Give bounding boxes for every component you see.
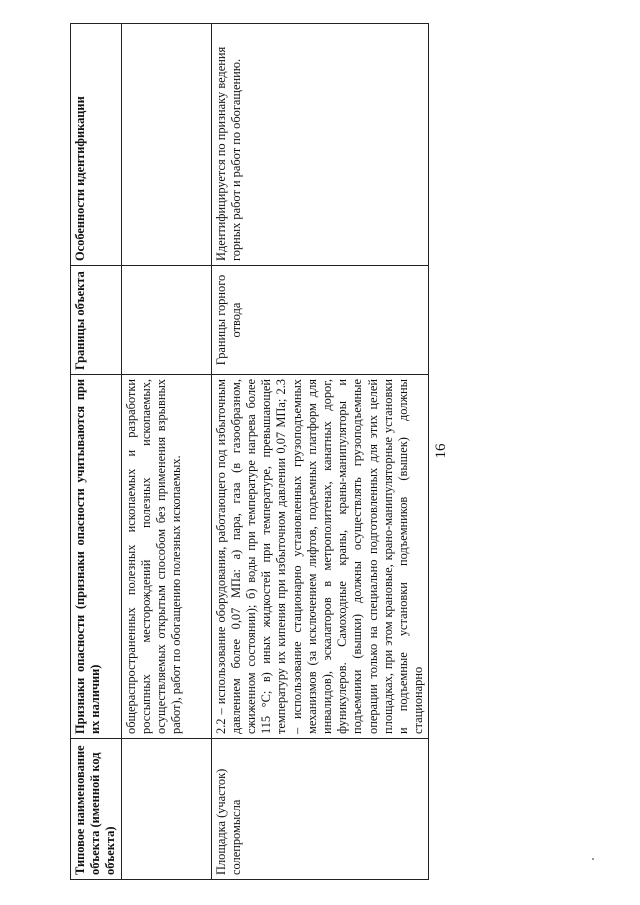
cell-hazard-signs: 2.2 – использование оборудования, работающего под избыточным давлением более 0,07 МПа: а) пара, газа (в газообразном, сжиженном состоянии); б) воды при температуре нагрева более 115 °С; в) иных жидкостей при температуре, превышающей температуру их кипения при избыточном давлении 0,07 МПа; 2.3 – использование стационарно установленных грузоподъемных механизмов (за исключением лифтов, подъемных платформ для инвалидов), эскалаторов в метрополитенах, канатных дорог, фуникулеров. Самоходные краны, краны-манипуляторы и подъемники (вышки) должны осуществлять грузоподъемные операции только на специально подготовленных для этих целей площадках, при этом крановые, крано-манипуляторные установки и подъемные установки подъемников (вышек) должны стационарно [211, 375, 429, 739]
rotated-page-content [70, 46, 560, 880]
header-identification-features: Особенности идентификации [71, 24, 122, 266]
cell-identification-features: Идентифицируется по признаку ведения горных работ и работ по обогащению. [211, 24, 429, 266]
header-row [71, 24, 122, 880]
cell-object-bounds: Границы горного отвода [211, 266, 429, 375]
cell-hazard-signs: общераспространенных полезных ископаемых и разработки россыпных месторождений полезных ископаемых, осуществляемых открытым способом без применения взрывных работ), работ по обогащению полезных ископаемых. [121, 375, 211, 739]
cell-object-name: Площадка (участок) солепромысла [211, 739, 429, 880]
header-hazard-signs: Признаки опасности (признаки опасности учитываются при их наличии) [71, 375, 122, 739]
header-object-bounds: Границы объекта [71, 266, 122, 375]
identification-table [70, 23, 429, 880]
scan-speck [592, 858, 594, 860]
cell-object-name [121, 739, 211, 880]
table-row [211, 24, 429, 880]
table-row [121, 24, 211, 880]
page-number: 16 [433, 443, 449, 459]
cell-identification-features [121, 24, 211, 266]
cell-object-bounds [121, 266, 211, 375]
header-object-name: Типовое наименование объекта (именной код объекта) [71, 739, 122, 880]
